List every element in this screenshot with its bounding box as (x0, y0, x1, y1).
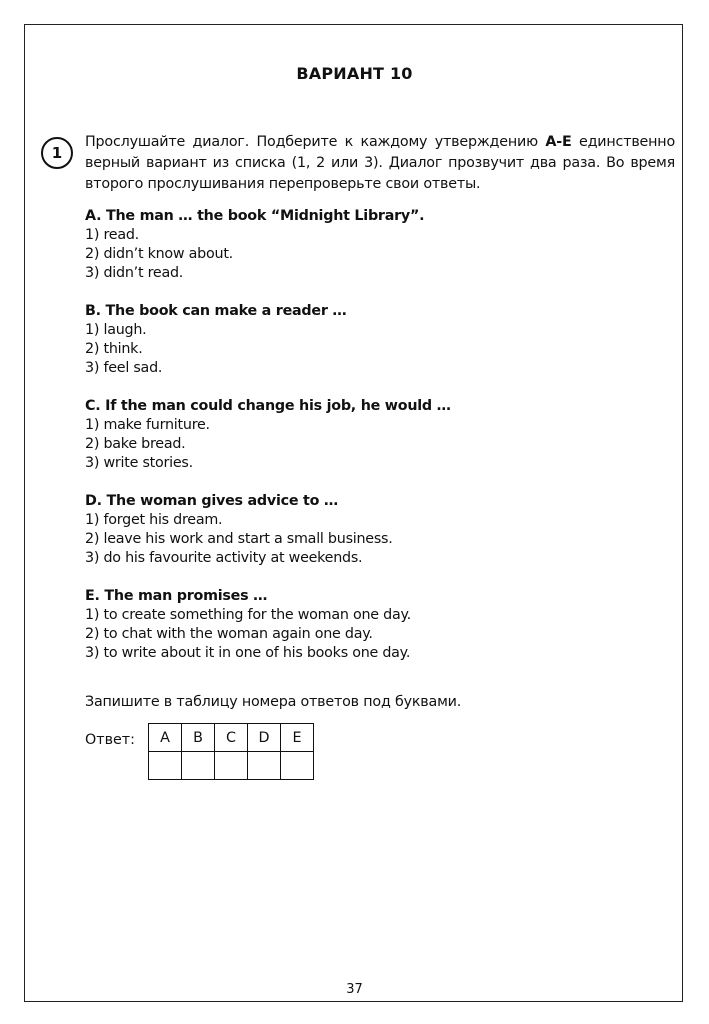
question-b (85, 302, 675, 378)
answer-cell-a[interactable] (149, 752, 182, 780)
option: 3) didn’t read. (85, 265, 184, 281)
option: 3) feel sad. (85, 360, 163, 376)
answer-cell-d[interactable] (248, 752, 281, 780)
option: 2) leave his work and start a small business. (85, 531, 393, 547)
option: 3) write stories. (85, 455, 193, 471)
option: 1) read. (85, 227, 139, 243)
question-d (85, 492, 675, 568)
variant-title: ВАРИАНТ 10 (296, 64, 413, 83)
answer-table-input-row (149, 752, 314, 780)
instruction-text-end: единственно верный вариант из списка (1, 2 или 3). Диалог прозвучит два раза. Во время второго прослушивания перепроверьте свои ответы. (85, 134, 675, 192)
answer-table-header-row (149, 724, 314, 752)
option: 2) bake bread. (85, 436, 186, 452)
task-number-badge: 1 (41, 137, 73, 169)
option: 2) think. (85, 341, 143, 357)
question-heading: B. The book can make a reader … (85, 303, 347, 319)
instruction-letters: A-E (545, 134, 572, 150)
option: 1) to create something for the woman one day. (85, 607, 411, 623)
answer-letter-b: B (182, 724, 215, 752)
question-a (85, 207, 675, 283)
answer-instruction: Запишите в таблицу номера ответов под буквами. (85, 694, 462, 710)
answer-table (148, 723, 314, 780)
answer-letter-a: A (149, 724, 182, 752)
option: 1) forget his dream. (85, 512, 223, 528)
question-e (85, 587, 675, 663)
question-heading: A. The man … the book “Midnight Library”. (85, 208, 425, 224)
option: 1) make furniture. (85, 417, 210, 433)
answer-cell-c[interactable] (215, 752, 248, 780)
answer-letter-c: C (215, 724, 248, 752)
answer-cell-e[interactable] (281, 752, 314, 780)
option: 1) laugh. (85, 322, 147, 338)
answer-letter-e: E (281, 724, 314, 752)
page-number: 37 (346, 982, 363, 997)
option: 3) to write about it in one of his books one day. (85, 645, 411, 661)
question-heading: E. The man promises … (85, 588, 268, 604)
answer-letter-d: D (248, 724, 281, 752)
question-heading: C. If the man could change his job, he would … (85, 398, 451, 414)
question-list (85, 207, 675, 682)
question-heading: D. The woman gives advice to … (85, 493, 338, 509)
answer-label: Ответ: (85, 732, 135, 748)
option: 3) do his favourite activity at weekends. (85, 550, 363, 566)
answer-cell-b[interactable] (182, 752, 215, 780)
instruction-text-start: Прослушайте диалог. Подберите к каждому утверждению (85, 134, 546, 150)
option: 2) to chat with the woman again one day. (85, 626, 373, 642)
task-instruction (85, 132, 675, 195)
option: 2) didn’t know about. (85, 246, 233, 262)
question-c (85, 397, 675, 473)
